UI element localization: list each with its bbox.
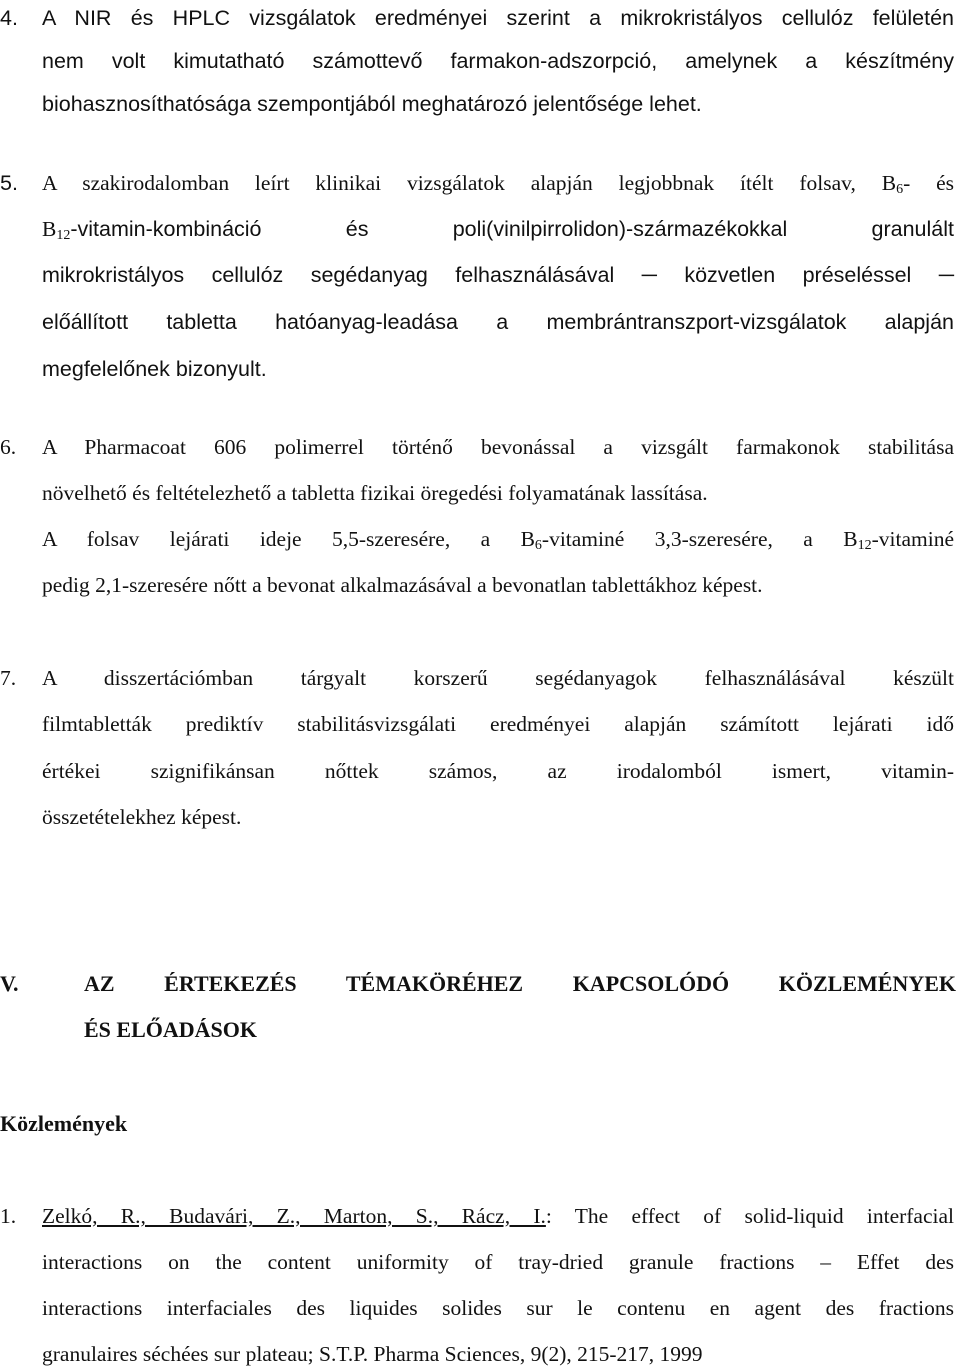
section-title-line: ÉS ELŐADÁSOK: [84, 1017, 257, 1042]
text-line: A szakirodalomban leírt klinikai vizsgálatok alapján legjobbnak ítélt folsav, $B_6-$ és: [42, 171, 954, 197]
text-line: értékei szignifikánsan nőttek számos, az irodalomból ismert, vitamin-: [42, 759, 954, 783]
text-line: interactions interfaciales des liquides solides sur le contenu en agent des fractions: [42, 1296, 954, 1320]
item-number: 1.: [0, 1204, 17, 1228]
item-number: 4.: [0, 6, 18, 30]
text-line: A Pharmacoat 606 polimerrel történő bevonással a vizsgált farmakonok stabilitása: [42, 435, 954, 459]
text-line: $B_{12}-vitamin$-kombináció és poli(vinilpirrolidon)-származékokkal granulált: [42, 217, 954, 243]
text-line: előállított tabletta hatóanyag-leadása a membrántranszport-vizsgálatok alapján: [42, 310, 954, 334]
text-line: mikrokristályos cellulóz segédanyag felhasználásával ─ közvetlen préseléssel ─: [42, 263, 954, 287]
text-line: növelhető és feltételezhető a tabletta fizikai öregedési folyamatának lassítása.: [42, 481, 708, 505]
authors: Zelkó, R., Budavári, Z., Marton, S., Rácz, I.: [42, 1204, 546, 1228]
text-line: biohasznosíthatósága szempontjából meghatározó jelentősége lehet.: [42, 92, 702, 116]
text-line: A folsav lejárati ideje 5,5-szeresére, a $B_6$-vitaminé 3,3-szeresére, a $B_{12}$-vitaminé: [42, 527, 954, 553]
item-number: 5.: [0, 171, 18, 195]
text-line: pedig 2,1-szeresére nőtt a bevonat alkalmazásával a bevonatlan tablettákhoz képest.: [42, 573, 763, 597]
text-line: A disszertációmban tárgyalt korszerű segédanyagok felhasználásával készült: [42, 666, 954, 690]
text-line: granulaires séchées sur plateau; S.T.P. Pharma Sciences, 9(2), 215-217, 1999: [42, 1342, 703, 1366]
text-line: filmtabletták prediktív stabilitásvizsgálati eredményei alapján számított lejárati idő: [42, 712, 954, 736]
section-title-line: AZ ÉRTEKEZÉS TÉMAKÖRÉHEZ KAPCSOLÓDÓ KÖZLEMÉNYEK: [84, 971, 956, 996]
text-line: összetételekhez képest.: [42, 805, 242, 829]
text-line: nem volt kimutatható számottevő farmakon-adszorpció, amelynek a készítmény: [42, 49, 954, 73]
item-number: 6.: [0, 435, 17, 459]
text-line: interactions on the content uniformity of tray-dried granule fractions – Effet des: [42, 1250, 954, 1274]
section-number: V.: [0, 971, 19, 996]
item-number: 7.: [0, 666, 17, 690]
text-line: A NIR és HPLC vizsgálatok eredményei szerint a mikrokristályos cellulóz felületén: [42, 6, 954, 30]
subheading: Közlemények: [0, 1111, 128, 1136]
text-line: Zelkó, R., Budavári, Z., Marton, S., Rácz, I.: The effect of solid-liquid interfacial: [42, 1204, 955, 1228]
text-line: megfelelőnek bizonyult.: [42, 357, 267, 381]
